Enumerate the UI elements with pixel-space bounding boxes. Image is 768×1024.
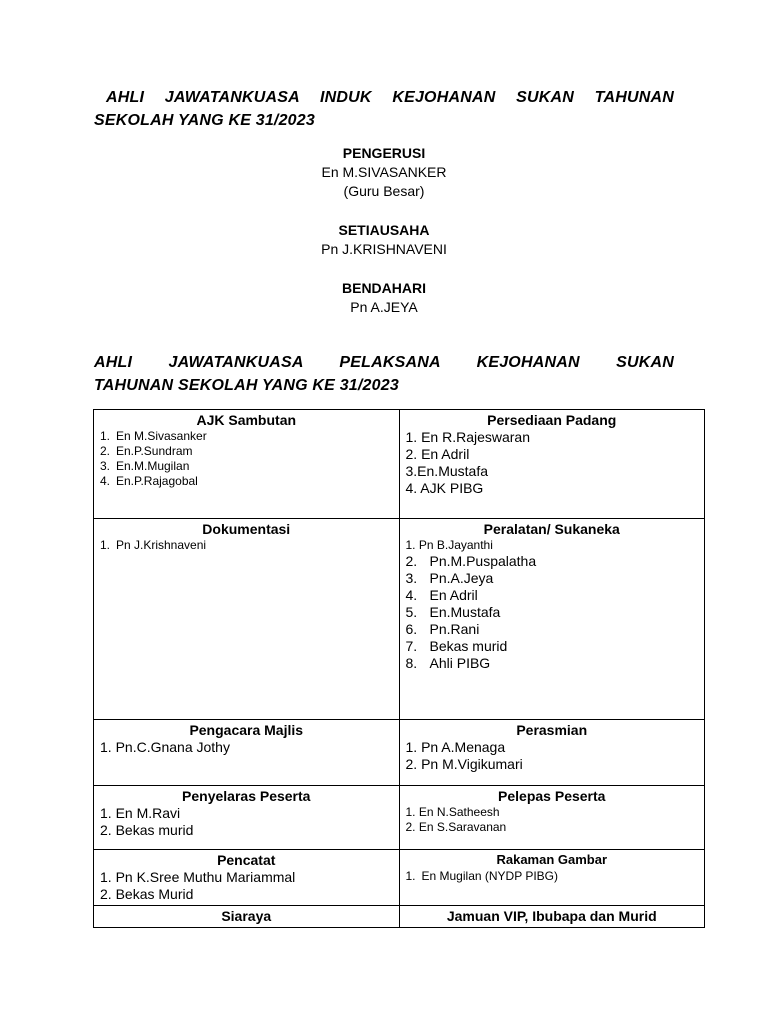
list-item: 1. Pn J.Krishnaveni (100, 538, 207, 552)
induk-heading-line-1: AHLI JAWATANKUASA INDUK KEJOHANAN SUKAN TAHUNAN (106, 89, 674, 106)
list-item: 1. En N.Satheesh (405, 805, 500, 819)
bendahari-title: BENDAHARI (342, 280, 426, 296)
penyelaras-title: Penyelaras Peserta (182, 788, 311, 804)
pelaksana-heading-line-1: AHLI JAWATANKUASA PELAKSANA KEJOHANAN SUKAN (94, 354, 674, 371)
list-item: 2. En.P.Sundram (100, 444, 193, 458)
cell-perasmian (399, 720, 705, 786)
siaraya-title: Siaraya (221, 908, 272, 924)
list-item: 2. Bekas murid (100, 822, 194, 838)
list-item: 6. Pn.Rani (405, 621, 480, 637)
list-item: 1. En M.Ravi (100, 805, 181, 821)
pelepas-list (406, 805, 699, 835)
cell-pelepas-peserta (399, 786, 705, 850)
peralatan-title: Peralatan/ Sukaneka (483, 521, 620, 537)
peralatan-list (406, 538, 699, 672)
table-row (94, 850, 705, 906)
cell-peralatan-sukaneka (399, 519, 705, 720)
pengerusi-title: PENGERUSI (342, 145, 426, 161)
persediaan-padang-list (406, 429, 699, 497)
pengerusi-block (0, 144, 768, 201)
list-item: 5. En.Mustafa (405, 604, 501, 620)
cell-pengacara-majlis (94, 720, 400, 786)
setiausaha-block (0, 221, 768, 259)
cell-jamuan (399, 906, 705, 928)
setiausaha-name: Pn J.KRISHNAVENI (321, 241, 447, 257)
pelepas-title: Pelepas Peserta (498, 788, 606, 804)
cell-ajk-sambutan (94, 410, 400, 519)
persediaan-padang-title: Persediaan Padang (487, 412, 617, 428)
ajk-sambutan-title: AJK Sambutan (196, 412, 297, 428)
list-item: 8. Ahli PIBG (405, 655, 491, 671)
list-item: 2. En S.Saravanan (405, 820, 507, 834)
pencatat-list (100, 869, 393, 903)
list-item: 1. Pn B.Jayanthi (405, 538, 493, 552)
list-item: 3. Pn.A.Jeya (405, 570, 494, 586)
pengacara-list (100, 739, 393, 756)
induk-heading (94, 86, 674, 132)
cell-persediaan-padang (399, 410, 705, 519)
pengacara-title: Pengacara Majlis (189, 722, 304, 738)
list-item: 4. AJK PIBG (405, 480, 484, 496)
rakaman-title: Rakaman Gambar (496, 852, 608, 867)
ajk-sambutan-list (100, 429, 393, 489)
table-row (94, 906, 705, 928)
list-item: 1. Pn.C.Gnana Jothy (100, 739, 230, 755)
list-item: 1. En M.Sivasanker (100, 429, 207, 443)
committee-table (93, 409, 705, 928)
list-item: 2. Pn.M.Puspalatha (405, 553, 537, 569)
list-item: 3.En.Mustafa (405, 463, 488, 479)
perasmian-title: Perasmian (516, 722, 588, 738)
table-row (94, 720, 705, 786)
table-row (94, 786, 705, 850)
bendahari-name: Pn A.JEYA (350, 299, 418, 315)
table-row (94, 519, 705, 720)
penyelaras-list (100, 805, 393, 839)
list-item: 1. Pn A.Menaga (405, 739, 506, 755)
list-item: 1. En R.Rajeswaran (405, 429, 531, 445)
list-item: 4. En Adril (405, 587, 478, 603)
list-item: 4. En.P.Rajagobal (100, 474, 198, 488)
list-item: 3. En.M.Mugilan (100, 459, 190, 473)
list-item: 1. En Mugilan (NYDP PIBG) (405, 869, 558, 883)
table-row (94, 410, 705, 519)
setiausaha-title: SETIAUSAHA (338, 222, 430, 238)
pencatat-title: Pencatat (217, 852, 276, 868)
cell-dokumentasi (94, 519, 400, 720)
list-item: 2. Bekas Murid (100, 886, 194, 902)
jamuan-title: Jamuan VIP, Ibubapa dan Murid (446, 908, 657, 924)
list-item: 2. En Adril (405, 446, 470, 462)
dokumentasi-list (100, 538, 393, 553)
list-item: 2. Pn M.Vigikumari (405, 756, 523, 772)
list-item: 7. Bekas murid (405, 638, 508, 654)
rakaman-list (406, 869, 699, 884)
dokumentasi-title: Dokumentasi (202, 521, 291, 537)
cell-rakaman-gambar (399, 850, 705, 906)
cell-penyelaras-peserta (94, 786, 400, 850)
perasmian-list (406, 739, 699, 773)
bendahari-block (0, 279, 768, 317)
pengerusi-note: (Guru Besar) (343, 183, 425, 199)
cell-pencatat (94, 850, 400, 906)
induk-heading-line-2: SEKOLAH YANG KE 31/2023 (94, 112, 315, 129)
pengerusi-name: En M.SIVASANKER (321, 164, 447, 180)
cell-siaraya (94, 906, 400, 928)
pelaksana-heading-line-2: TAHUNAN SEKOLAH YANG KE 31/2023 (94, 377, 399, 394)
list-item: 1. Pn K.Sree Muthu Mariammal (100, 869, 296, 885)
pelaksana-heading (94, 351, 674, 397)
